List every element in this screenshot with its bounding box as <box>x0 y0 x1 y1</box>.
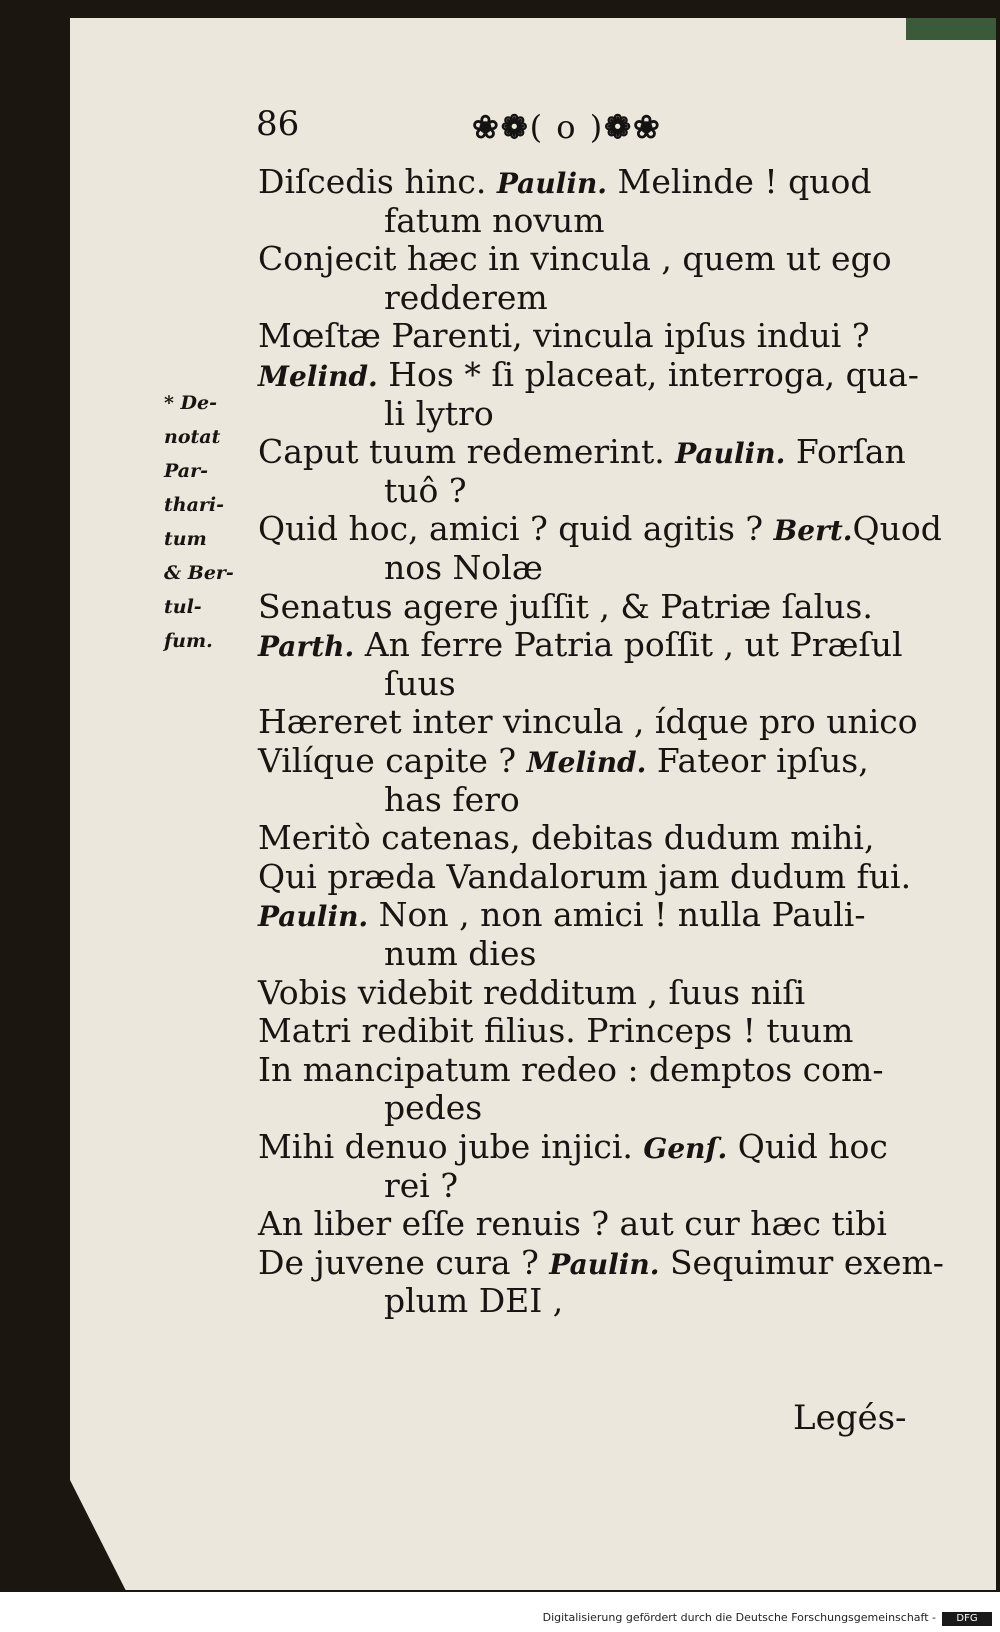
line-text: Conjecit hæc in vincula , quem ut ego <box>258 239 892 279</box>
line-text: ſuus <box>384 663 456 703</box>
text-line <box>258 1204 887 1244</box>
speaker-name: Paulin. <box>675 437 786 471</box>
header-ornament <box>472 108 662 146</box>
line-text: Melinde ! quod <box>607 162 872 201</box>
dfg-logo: DFG <box>942 1612 992 1626</box>
line-text: Qui præda Vandalorum jam dudum fui. <box>258 856 912 896</box>
text-line <box>258 1243 944 1285</box>
speaker-name: Parth. <box>258 630 355 664</box>
margin-note-line: Par- <box>164 460 208 482</box>
line-text: Quid hoc, amici ? quid agitis ? <box>258 509 774 549</box>
line-text: Diſcedis hinc. <box>258 162 497 201</box>
text-line <box>384 1166 458 1206</box>
line-text: Hæreret inter vincula , ídque pro unico <box>258 702 918 742</box>
margin-note-line: thari- <box>164 494 225 516</box>
line-text: Mihi denuo jube injici. <box>258 1127 644 1166</box>
line-text: Meritò catenas, debitas dudum mihi, <box>258 818 875 858</box>
margin-note-line: notat <box>164 426 221 448</box>
margin-note-line: * De- <box>164 392 218 414</box>
text-line <box>384 471 467 511</box>
line-text: Vobis videbit redditum , ſuus niſi <box>258 972 806 1012</box>
catchword: Legés- <box>793 1398 907 1438</box>
margin-note-line: & Ber- <box>164 562 234 584</box>
text-line <box>258 432 906 474</box>
line-text: plum DEI , <box>384 1281 564 1321</box>
ornament-left-icon: ❀❁ <box>472 108 530 146</box>
line-text: pedes <box>384 1088 483 1128</box>
line-text: nos Nolæ <box>384 548 543 587</box>
margin-note-line: tum <box>164 528 207 550</box>
line-text: num dies <box>384 934 537 973</box>
ornament-text: ( o ) <box>529 108 605 146</box>
text-line <box>258 355 919 397</box>
page-header <box>0 104 1000 164</box>
margin-note-line: tul- <box>164 596 202 618</box>
text-line <box>258 895 866 937</box>
line-text: Forſan <box>785 432 906 472</box>
text-line <box>258 1011 853 1051</box>
text-line <box>258 818 874 858</box>
line-text: fatum novum <box>384 200 605 240</box>
line-text: rei ? <box>384 1165 459 1205</box>
digitization-footer <box>0 1592 1000 1632</box>
margin-note <box>164 386 244 658</box>
text-line <box>258 162 872 204</box>
speaker-name: Melind. <box>258 360 378 393</box>
line-text: Non , non amici ! nulla Pauli- <box>368 895 866 935</box>
text-line <box>384 394 494 434</box>
line-text: Senatus agere juſſit , & Patriæ ſalus. <box>258 586 873 626</box>
text-line <box>384 548 543 588</box>
text-line <box>258 316 870 356</box>
speaker-name: Melind. <box>526 746 647 779</box>
text-line <box>258 239 892 279</box>
text-line <box>258 1050 883 1090</box>
line-text: An ferre Patria poſſit , ut Præſul <box>354 625 903 665</box>
line-text: Sequimur exem- <box>659 1242 944 1282</box>
ornament-right-icon: ❁❀ <box>604 108 662 146</box>
speaker-name: Genſ. <box>643 1132 728 1165</box>
text-line <box>258 741 869 783</box>
line-text: Vilíque capite ? <box>258 741 527 780</box>
line-text: Mœſtæ Parenti, vincula ipſus indui ? <box>258 316 870 356</box>
line-text: Fateor ipſus, <box>646 741 869 780</box>
text-line <box>384 780 520 820</box>
text-line <box>384 201 605 241</box>
line-text: Caput tuum redemerint. <box>258 432 676 472</box>
line-text: Matri redibit filius. Princeps ! tuum <box>258 1011 854 1051</box>
footer-text: Digitalisierung gefördert durch die Deutsche Forschungsgemeinschaft - <box>542 1611 936 1624</box>
line-text: Quid hoc <box>727 1127 888 1166</box>
text-line <box>258 1127 888 1169</box>
text-line <box>258 587 873 627</box>
speaker-name: Bert. <box>773 514 853 548</box>
text-line <box>384 664 456 704</box>
margin-note-line: fum. <box>164 630 213 652</box>
text-line <box>258 857 911 897</box>
text-line <box>384 934 536 974</box>
speaker-name: Paulin. <box>258 900 369 934</box>
line-text: Quod <box>852 509 942 549</box>
line-text: Hos * ſi placeat, interroga, qua- <box>377 355 919 394</box>
line-text: De juvene cura ? <box>258 1242 550 1282</box>
line-text: redderem <box>384 277 548 317</box>
text-line <box>384 278 548 318</box>
text-line <box>384 1281 563 1321</box>
text-line <box>258 973 805 1013</box>
text-line <box>258 509 942 551</box>
text-line <box>258 702 918 742</box>
text-line <box>384 1088 482 1128</box>
text-line <box>258 625 903 667</box>
page-corner-background <box>906 18 996 40</box>
line-text: tuô ? <box>384 470 467 510</box>
line-text: li lytro <box>384 393 494 433</box>
page-number: 86 <box>256 104 300 144</box>
line-text: An liber eſſe renuis ? aut cur hæc tibi <box>258 1204 887 1244</box>
line-text: In mancipatum redeo : demptos com- <box>258 1049 884 1089</box>
speaker-name: Paulin. <box>549 1247 660 1281</box>
speaker-name: Paulin. <box>496 167 608 200</box>
line-text: has fero <box>384 779 520 819</box>
